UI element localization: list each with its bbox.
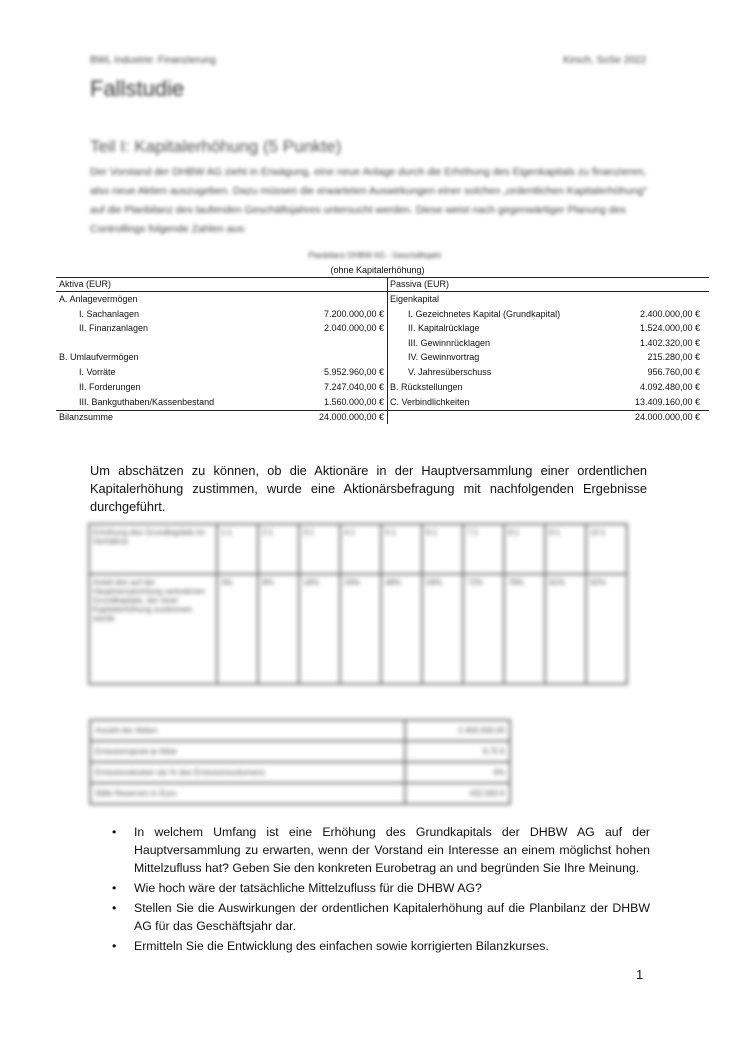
survey-row-label: Anteil des auf der Hauptversammlung vertretenen Grundkapitals, der einer Kapitalerhöhung zustimmen würde [89,574,217,684]
sum-passiva: 24.000.000,00 € [634,412,700,422]
passiva-row-value: 1.402.320,00 € [639,338,700,348]
survey-share-cell: 78% [504,574,545,684]
header-author-term: Kirsch, SoSe 2022 [563,55,646,66]
aktiva-row-value: 2.040.000,00 € [323,323,384,333]
survey-ratio-cell: 2:1 [258,524,299,574]
table-row [90,783,510,804]
emission-table [89,719,511,805]
intro-paragraph: Der Vorstand der DHBW AG zieht in Erwägung, eine neue Anlage durch die Erhöhung des Eigenkapitals zu finanzieren, also neue Aktien auszugeben. Dazu müssen die erwarteten Auswirkungen einer solchen „ordentlichen Kapitalerhöhung“ auf die Planbilanz des laufenden Geschäftsjahres untersucht werden. Diese weist nach gegenwärtiger Planung des Controllings folgende Zahlen aus: [90,166,647,235]
emission-value: 8,75 € [405,741,510,762]
passiva-row-value: 1.524.000,00 € [639,323,700,333]
sum-label: Bilanzsumme [59,412,114,422]
passiva-row-label: I. Gezeichnetes Kapital (Grundkapital) [408,309,561,319]
survey-ratio-cell: 9:1 [545,524,586,574]
aktiva-row-value: 1.560.000,00 € [323,397,384,407]
page-title: Fallstudie [90,76,185,101]
survey-ratio-cell: 4:1 [340,524,381,574]
sum-aktiva: 24.000.000,00 € [318,412,384,422]
survey-table [88,523,628,685]
aktiva-row-label: II. Finanzanlagen [79,323,149,333]
emission-label: Emissionspreis je Aktie [90,741,405,762]
balance-sheet-table [56,277,709,427]
survey-share-cell: 3% [217,574,258,684]
header-course: BWL Industrie: Finanzierung [90,55,216,66]
table-row [90,762,510,783]
passiva-row-label: V. Jahresüberschuss [408,367,492,377]
survey-row-share [89,574,627,684]
emission-value: 432.000 € [405,783,510,804]
aktiva-row-label: I. Vorräte [79,367,116,377]
list-item [110,879,650,897]
aktiva-row-value: 7.200.000,00 € [323,309,384,319]
survey-ratio-cell: 8:1 [504,524,545,574]
page-number: 1 [636,967,644,982]
survey-intro-paragraph: Um abschätzen zu können, ob die Aktionäre in der Hauptversammlung einer ordentlichen Kapitalerhöhung zustimmen, wurde eine Aktionärsbefragung mit nachfolgenden Ergebnisse durchgeführt. [90,463,647,514]
survey-share-cell: 33% [340,574,381,684]
survey-share-cell: 48% [381,574,422,684]
passiva-row-label: Eigenkapital [390,294,440,304]
table-row [90,720,510,741]
emission-label: Stille Reserven in Euro [90,783,405,804]
bullet-icon: • [112,939,117,953]
passiva-row-value: 956.760,00 € [647,367,700,377]
balance-caption-subtitle: (ohne Kapitalerhöhung) [330,265,425,275]
passiva-row-label: B. Rückstellungen [390,382,463,392]
passiva-header: Passiva (EUR) [390,279,450,289]
table-row [90,741,510,762]
bullet-icon: • [112,825,117,839]
aktiva-row-label: A. Anlagevermögen [59,294,138,304]
table-divider [387,277,388,424]
emission-value: 6% [405,762,510,783]
passiva-row-label: III. Gewinnrücklagen [408,338,491,348]
survey-share-cell: 81% [545,574,586,684]
aktiva-row-label: II. Forderungen [79,382,141,392]
balance-caption-title: Planbilanz DHBW AG - Geschäftsjahr [308,251,442,260]
passiva-row-label: C. Verbindlichkeiten [390,397,470,407]
survey-share-cell: 8% [258,574,299,684]
bullet-icon: • [112,901,117,915]
table-rule-top [56,277,709,278]
survey-ratio-cell: 6:1 [422,524,463,574]
question-text: Wie hoch wäre der tatsächliche Mittelzufluss für die DHBW AG? [134,881,482,895]
survey-share-cell: 59% [422,574,463,684]
passiva-row-value: 2.400.000,00 € [639,309,700,319]
survey-ratio-cell: 5:1 [381,524,422,574]
question-list [110,823,650,957]
survey-row-ratio [89,524,627,574]
passiva-row-value: 215.280,00 € [647,352,700,362]
passiva-row-label: IV. Gewinnvortrag [408,352,480,362]
question-text: In welchem Umfang ist eine Erhöhung des Grundkapitals der DHBW AG auf der Hauptversammlung zu erwarten, wenn der Vorstand ein Interesse an einem möglichst hohen Mittelzufluss hat? Geben Sie den konkreten Eurobetrag an und begründen Sie Ihre Meinung. [134,825,650,875]
survey-ratio-cell: 3:1 [299,524,340,574]
passiva-row-value: 13.409.160,00 € [634,397,700,407]
aktiva-row-value: 7.247.040,00 € [323,382,384,392]
section-title: Teil I: Kapitalerhöhung (5 Punkte) [90,137,342,156]
aktiva-header: Aktiva (EUR) [59,279,112,289]
survey-ratio-cell: 1:1 [217,524,258,574]
survey-share-cell: 92% [586,574,627,684]
table-rule-header [56,291,709,292]
survey-share-cell: 18% [299,574,340,684]
aktiva-row-label: I. Sachanlagen [79,309,140,319]
list-item [110,937,650,955]
emission-value: 2.400.000,00 [405,720,510,741]
emission-label: Anzahl der Aktien [90,720,405,741]
survey-ratio-cell: 10:1 [586,524,627,574]
passiva-row-label: II. Kapitalrücklage [408,323,480,333]
list-item [110,899,650,935]
aktiva-row-label: B. Umlaufvermögen [59,352,139,362]
question-text: Stellen Sie die Auswirkungen der ordentlichen Kapitalerhöhung auf die Planbilanz der DHBW AG für das Geschäftsjahr dar. [134,901,650,933]
list-item [110,823,650,877]
bullet-icon: • [112,881,117,895]
emission-label: Emissionskosten als % des Emissionsvolumens [90,762,405,783]
survey-ratio-cell: 7:1 [463,524,504,574]
passiva-row-value: 4.092.480,00 € [639,382,700,392]
aktiva-row-value: 5.952.960,00 € [323,367,384,377]
question-text: Ermitteln Sie die Entwicklung des einfachen sowie korrigierten Bilanzkurses. [134,939,549,953]
survey-share-cell: 72% [463,574,504,684]
aktiva-row-label: III. Bankguthaben/Kassenbestand [79,397,215,407]
survey-row-label: Erhöhung des Grundkapitals im Verhältnis [89,524,217,574]
